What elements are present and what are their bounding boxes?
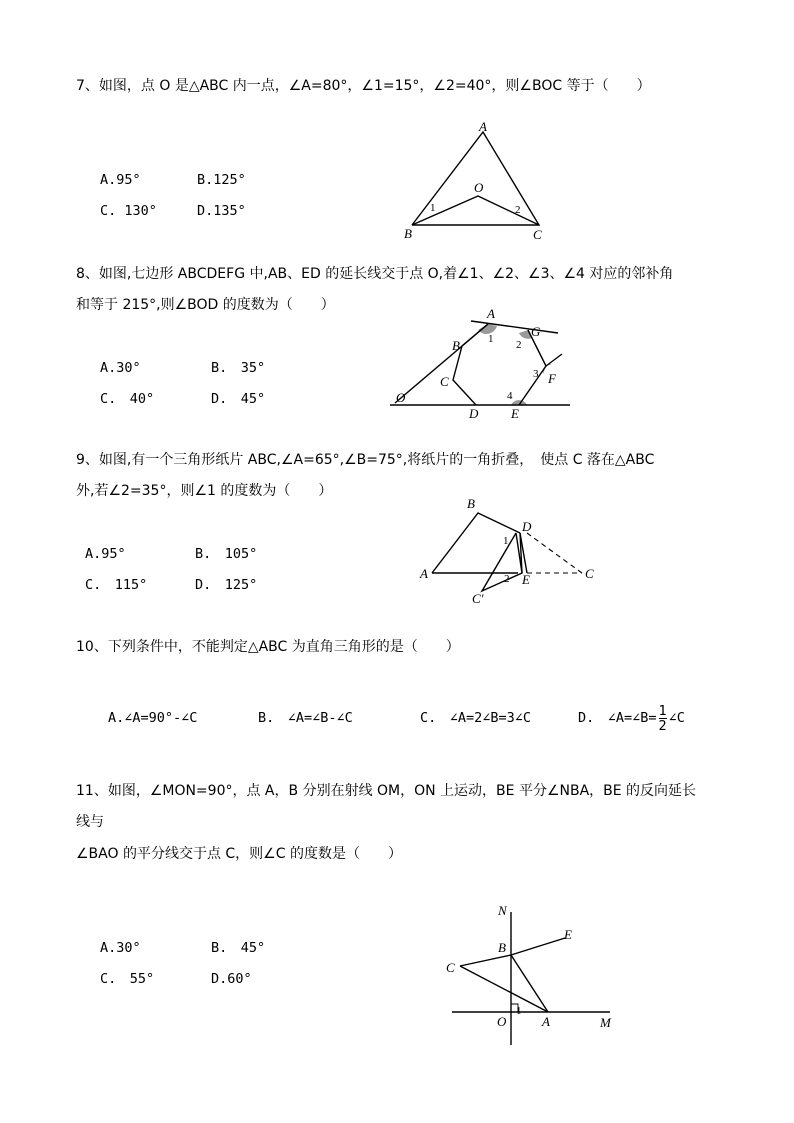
q9-stem-line1: 9、如图,有一个三角形纸片 ABC,∠A=65°,∠B=75°,将纸片的一角折叠， 使点 C 落在△ABC [76, 452, 655, 468]
q8-option-b: B. 35° [211, 360, 266, 376]
q7-option-d: D.135° [197, 203, 246, 219]
q11-option-d: D.60° [211, 971, 252, 987]
q8-angle-2: 2 [516, 339, 522, 351]
q7-stem: 7、如图，点 O 是△ABC 内一点，∠A=80°，∠1=15°，∠2=40°，则∠BOC 等于（ ） [76, 78, 651, 94]
q11-label-e: E [564, 927, 572, 942]
q7-label-a: A [479, 119, 487, 134]
q11-angle-1: 1 [516, 1005, 522, 1017]
q9-option-a: A.95° [85, 546, 126, 562]
q8-label-b: B [452, 338, 460, 353]
q8-stem-line2: 和等于 215°,则∠BOD 的度数为（ ） [76, 297, 335, 313]
q9-label-c-prime: C′ [472, 591, 484, 606]
q7-option-c: C. 130° [100, 203, 157, 219]
q10-option-a: A.∠A=90°-∠C [108, 710, 198, 726]
q10-option-c: C. ∠A=2∠B=3∠C [420, 710, 532, 726]
q8-label-c: C [440, 374, 449, 389]
q8-option-c: C. 40° [100, 391, 155, 407]
q9-label-a: A [420, 566, 428, 581]
q8-label-f: F [548, 371, 556, 386]
q8-label-d: D [469, 406, 479, 421]
q11-label-c: C [446, 960, 455, 975]
q11-stem-line1: 11、如图，∠MON=90°，点 A，B 分别在射线 OM，ON 上运动，BE 平分∠NBA，BE 的反向延长 [76, 783, 697, 799]
q7-label-c: C [533, 227, 542, 242]
q9-label-b: B [467, 496, 475, 511]
q10-fraction-numerator: 1 [658, 702, 667, 719]
q9-stem-line2: 外,若∠2=35°，则∠1 的度数为（ ） [76, 483, 333, 499]
q9-label-d: D [522, 519, 532, 534]
q11-label-n: N [498, 903, 507, 918]
q9-angle-1: 1 [503, 535, 509, 547]
q8-label-a: A [487, 306, 495, 321]
q10-option-b: B. ∠A=∠B-∠C [258, 710, 353, 726]
q11-label-o: O [497, 1014, 507, 1029]
q10-option-d-suffix: ∠C [668, 710, 685, 726]
q9-angle-2: 2 [504, 573, 510, 585]
q10-option-d-prefix: D. ∠A=∠B= [578, 710, 657, 726]
q9-option-b: B. 105° [195, 546, 258, 562]
q8-label-o: O [396, 390, 406, 405]
q8-option-d: D. 45° [211, 391, 266, 407]
q11-stem-line2: 线与 [76, 814, 104, 830]
q9-option-d: D. 125° [195, 577, 258, 593]
q11-option-b: B. 45° [211, 940, 266, 956]
q7-angle-1: 1 [430, 202, 436, 214]
q7-label-o: O [474, 180, 484, 195]
q7-angle-2: 2 [515, 204, 521, 216]
q8-angle-3: 3 [533, 368, 539, 380]
q10-stem: 10、下列条件中，不能判定△ABC 为直角三角形的是（ ） [76, 639, 460, 655]
q9-option-c: C. 115° [85, 577, 148, 593]
q11-option-a: A.30° [100, 940, 141, 956]
q7-label-b: B [404, 226, 412, 241]
q8-stem-line1: 8、如图,七边形 ABCDEFG 中,AB、ED 的延长线交于点 O,着∠1、∠2、∠3、∠4 对应的邻补角 [76, 266, 674, 282]
q11-stem-line3: ∠BAO 的平分线交于点 C，则∠C 的度数是（ ） [76, 846, 402, 862]
q7-option-a: A.95° [100, 172, 141, 188]
q10-fraction-denominator: 2 [658, 717, 667, 734]
q8-option-a: A.30° [100, 360, 141, 376]
q9-label-e: E [522, 572, 530, 587]
q11-option-c: C. 55° [100, 971, 155, 987]
q11-label-m: M [600, 1015, 611, 1030]
q7-option-b: B.125° [197, 172, 246, 188]
q8-label-e: E [511, 406, 519, 421]
q11-label-a: A [542, 1014, 550, 1029]
q8-angle-1: 1 [488, 333, 494, 345]
q9-label-c: C [585, 566, 594, 581]
q8-angle-4: 4 [507, 390, 513, 402]
q11-label-b: B [498, 940, 506, 955]
q8-label-g: G [531, 324, 541, 339]
